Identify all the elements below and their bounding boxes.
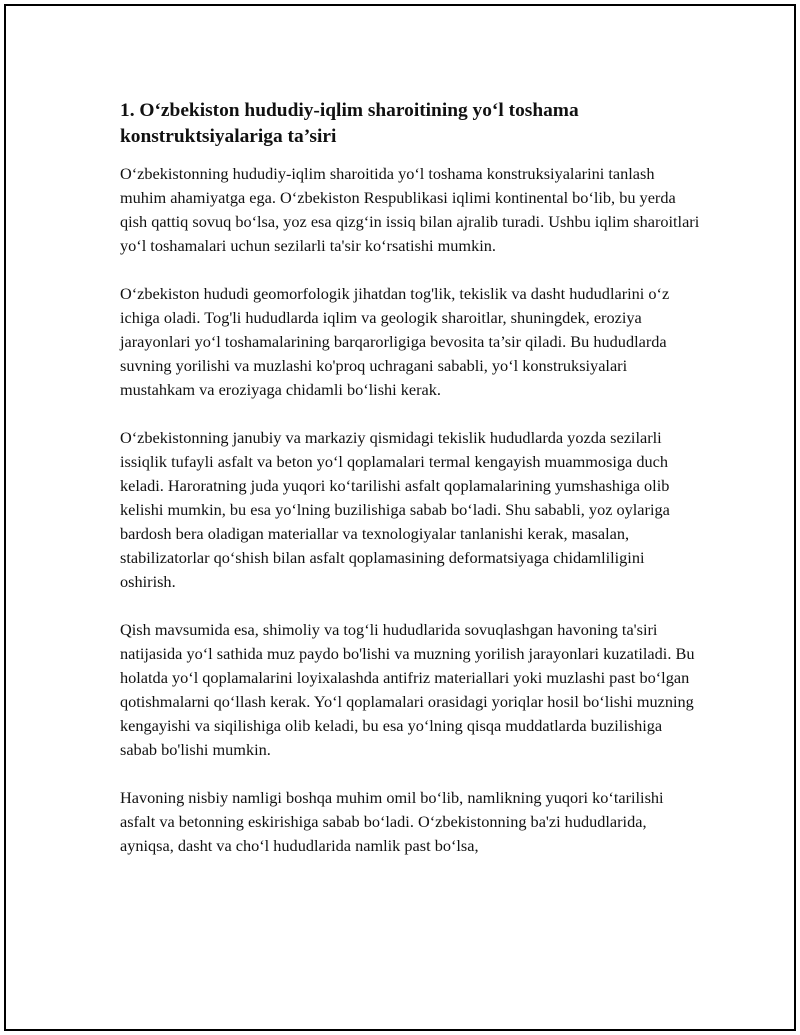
paragraph-humidity: Havoning nisbiy namligi boshqa muhim omil bo‘lib, namlikning yuqori ko‘tarilishi asfalt va betonning eskirishiga sabab bo‘ladi. O‘zbekistonning ba'zi hududlarida, ayniqsa, dasht va cho‘l hududlarida namlik past bo‘lsa, (120, 788, 664, 855)
document-page (4, 4, 796, 1031)
paragraph-summer-heat: O‘zbekistonning janubiy va markaziy qismidagi tekislik hududlarda yozda sezilarli issiqlik tufayli asfalt va beton yo‘l qoplamalari termal kengayish muammosiga duch keladi. Haroratning juda yuqori ko‘tarilishi asfalt qoplamalarining yumshashiga olib kelishi mumkin, bu esa yo‘lning buzilishiga sabab bo‘ladi. Shu sababli, yoz oylariga bardosh bera oladigan materiallar va texnologiyalar tanlanishi kerak, masalan, stabilizatorlar qo‘shish bilan asfalt qoplamasining deformatsiyaga chidamliligini oshirish. (120, 428, 670, 591)
document-body (120, 98, 700, 858)
paragraph-winter-frost: Qish mavsumida esa, shimoliy va tog‘li hududlarida sovuqlashgan havoning ta'siri natijasida yo‘l sathida muz paydo bo'lishi va muzning yorilish jarayonlari kuzatiladi. Bu holatda yo‘l qoplamalarini loyixalashda antifriz materiallari yoki muzlashi past bo‘lgan qotishmalarni qo‘llash kerak. Yo‘l qoplamalari orasidagi yoriqlar hosil bo‘lishi muzning kengayishi va siqilishiga olib keladi, bu esa yo‘lning qisqa muddatlarda buzilishiga sabab bo'lishi mumkin. (120, 620, 695, 759)
section-heading: 1. O‘zbekiston hududiy-iqlim sharoitining yo‘l toshama konstruktsiyalariga ta’siri (120, 100, 579, 147)
paragraph-geomorphology: O‘zbekiston hududi geomorfologik jihatdan tog'lik, tekislik va dasht hududlarini o‘z ichiga oladi. Tog'li hududlarda iqlim va geologik sharoitlar, shuningdek, eroziya jarayonlari yo‘l toshamalarining barqarorligiga bevosita ta’sir qiladi. Bu hududlarda suvning yorilishi va muzlashi ko'proq uchragani sababli, yo‘l konstruksiyalari mustahkam va eroziyaga chidamli bo‘lishi kerak. (120, 284, 670, 399)
paragraph-climate-overview: O‘zbekistonning hududiy-iqlim sharoitida yo‘l toshama konstruksiyalarini tanlash muhim ahamiyatga ega. O‘zbekiston Respublikasi iqlimi kontinental bo‘lib, bu yerda qish qattiq sovuq bo‘lsa, yoz esa qizg‘in issiq bilan ajralib turadi. Ushbu iqlim sharoitlari yo‘l toshamalari uchun sezilarli ta'sir ko‘rsatishi mumkin. (120, 164, 700, 255)
